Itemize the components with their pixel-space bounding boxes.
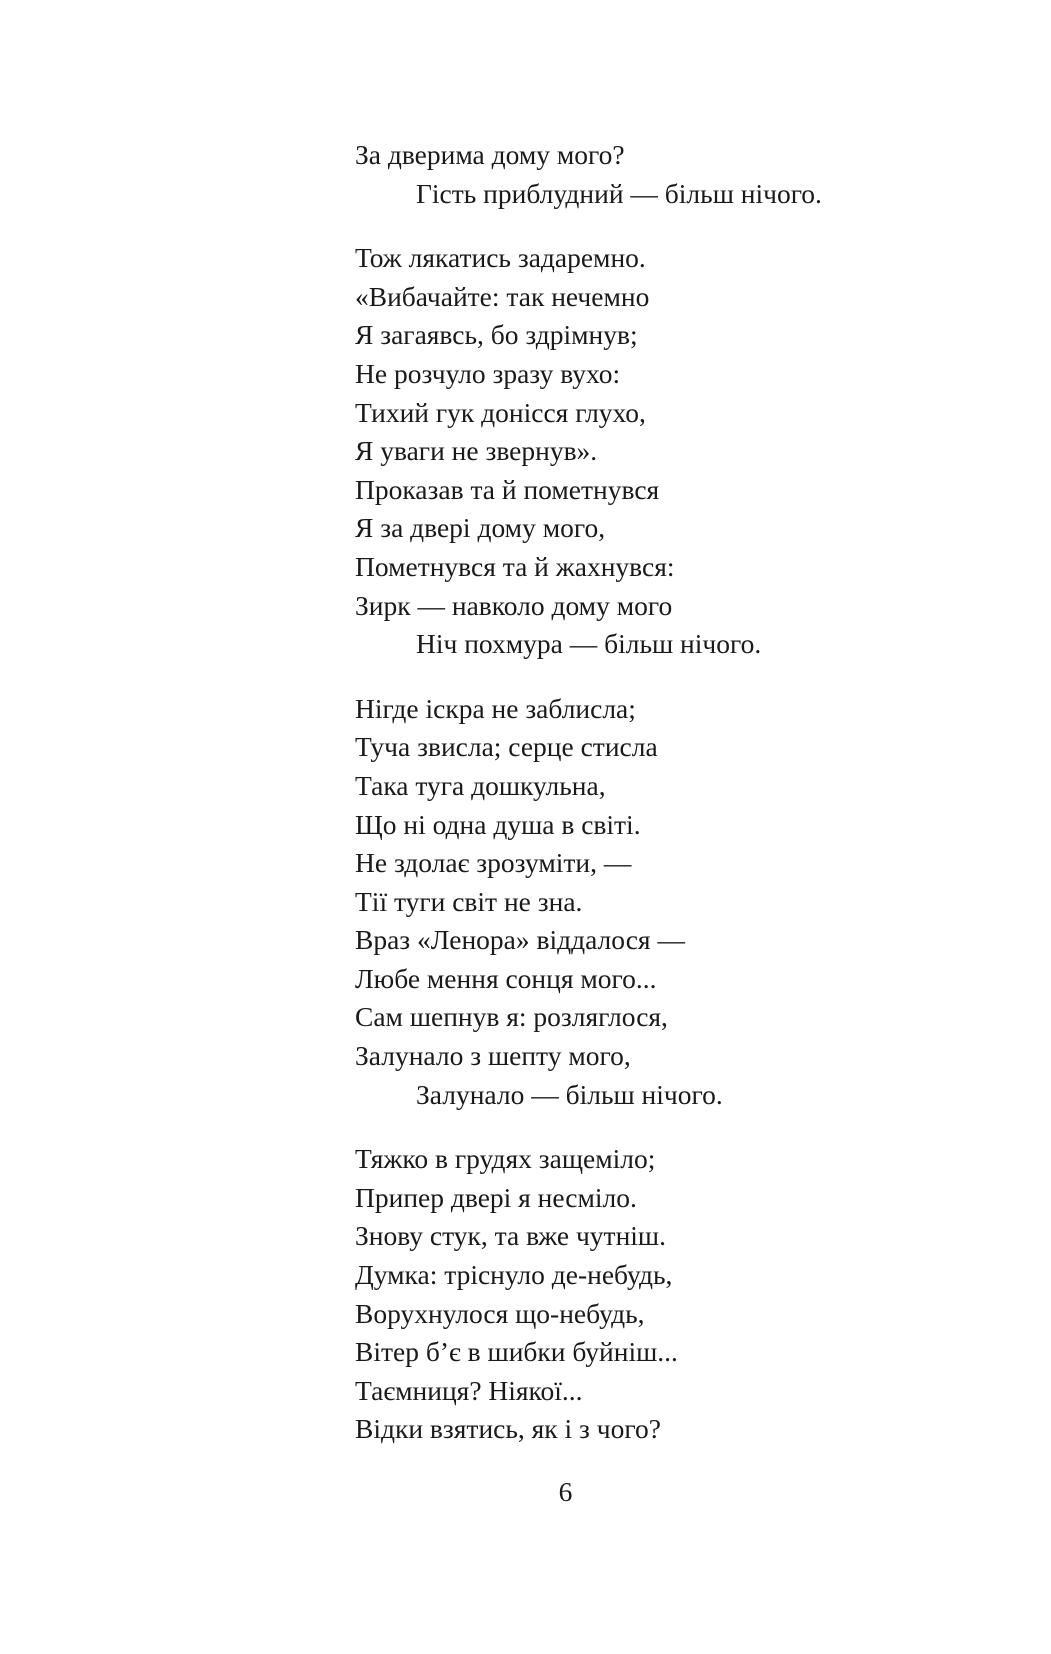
poem-line: Нігде іскра не заблисла;	[355, 692, 636, 724]
poem-line: Не розчуло зразу вухо:	[355, 357, 621, 389]
poem-line: Враз «Ленора» віддалося —	[355, 924, 685, 956]
poem-line: Не здолає зрозуміти, —	[355, 847, 632, 879]
poem-line: За дверима дому мого?	[355, 139, 625, 170]
poem-line: Туча звисла; серце стисла	[355, 731, 658, 763]
poem-line: Залунало з шепту мого,	[355, 1040, 631, 1072]
poem-line: Я уваги не звернув».	[355, 435, 598, 467]
poem-line: Тяжко в грудях защеміло;	[355, 1143, 656, 1175]
poem-body	[355, 136, 995, 1475]
poem-line: Я за двері дому мого,	[355, 512, 606, 544]
poem-line: Пометнувся та й жахнувся:	[355, 550, 675, 582]
poem-line: Проказав та й пометнувся	[355, 473, 660, 505]
page-number: 6	[558, 1476, 573, 1507]
poem-line: «Вибачайте: так нечемно	[355, 280, 650, 312]
stanza	[355, 1140, 995, 1449]
poem-line: Думка: тріснуло де-небудь,	[355, 1259, 673, 1291]
stanza	[355, 136, 995, 213]
poem-line-refrain: Гість приблудний — більш нічого.	[416, 177, 822, 209]
poem-line-refrain: Залунало — більш нічого.	[416, 1078, 723, 1110]
poem-line: Знову стук, та вже чутніш.	[355, 1220, 666, 1252]
poem-line: Тож лякатись задаремно.	[355, 242, 646, 274]
poem-line: Вітер б’є в шибки буйніш...	[355, 1336, 678, 1368]
poem-line: Я загаявсь, бо здрімнув;	[355, 319, 638, 351]
poem-line: Зирк — навколо дому мого	[355, 589, 673, 621]
poem-line: Припер двері я несміло.	[355, 1181, 637, 1213]
poem-line: Тихий гук донісся глухо,	[355, 396, 646, 428]
poem-line: Ворухнулося що-небудь,	[355, 1297, 645, 1329]
poem-line-refrain: Ніч похмура — більш нічого.	[416, 628, 762, 660]
poem-line: Любе мення сонця мого...	[355, 962, 657, 994]
poem-line: Що ні одна душа в світі.	[355, 808, 641, 840]
poem-line: Відки взятись, як і з чого?	[355, 1413, 661, 1445]
stanza	[355, 239, 995, 664]
poem-line: Таємниця? Ніякої...	[355, 1374, 583, 1406]
stanza	[355, 690, 995, 1115]
poem-line: Сам шепнув я: розляглося,	[355, 1001, 668, 1033]
poem-line: Тії туги світ не зна.	[355, 885, 583, 917]
poem-line: Така туга дошкульна,	[355, 769, 606, 801]
